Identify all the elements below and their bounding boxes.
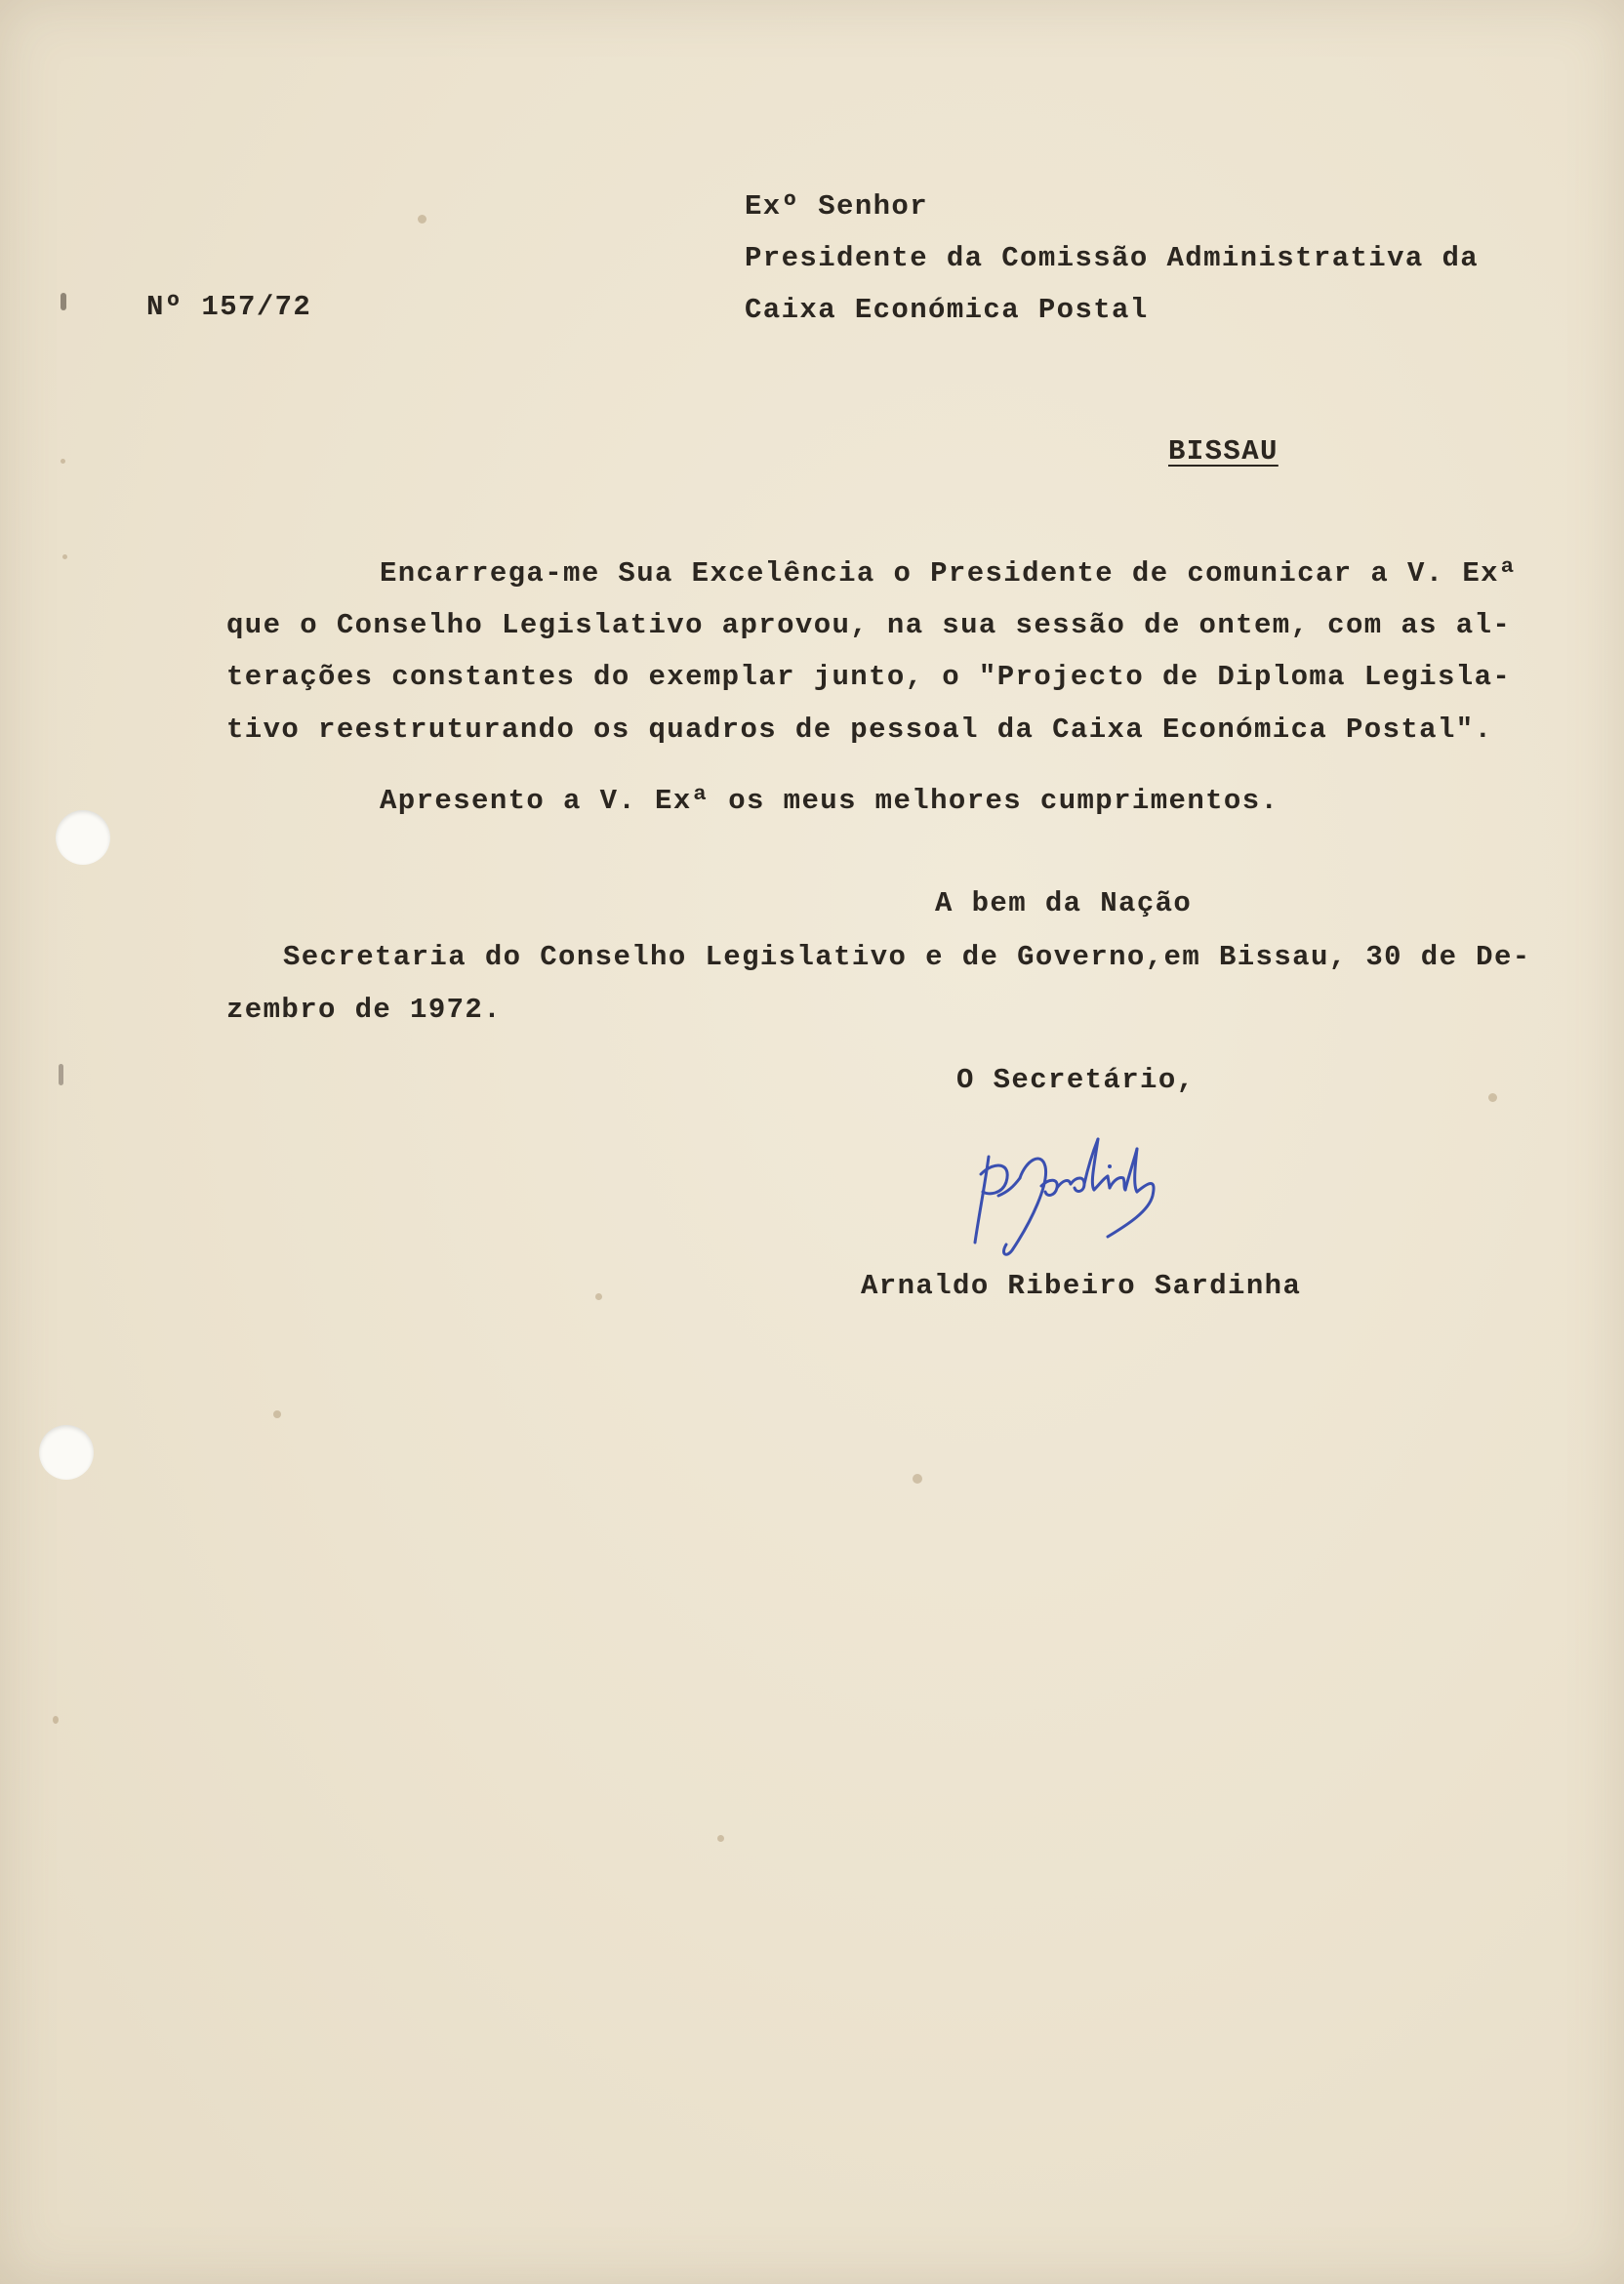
paper-speck <box>1488 1093 1497 1102</box>
paper-speck <box>595 1293 602 1300</box>
signer-name: Arnaldo Ribeiro Sardinha <box>861 1270 1302 1302</box>
paper-speck <box>913 1474 922 1484</box>
recipient-city: BISSAU <box>1168 435 1279 468</box>
closing-place-date-line-1: Secretaria do Conselho Legislativo e de Governo,em Bissau, 30 de De- <box>283 941 1531 973</box>
paper-speck <box>53 1716 59 1724</box>
punch-hole-top <box>56 810 110 865</box>
recipient-salutation: Exº Senhor <box>745 190 929 223</box>
paper-speck <box>717 1835 724 1842</box>
reference-number: Nº 157/72 <box>146 291 312 323</box>
recipient-title-line-2: Caixa Económica Postal <box>745 294 1149 326</box>
closing-place-date-line-2: zembro de 1972. <box>226 994 503 1026</box>
paper-speck <box>61 293 66 310</box>
paper-speck <box>59 1064 63 1085</box>
handwritten-signature <box>961 1127 1225 1264</box>
body-line-3: terações constantes do exemplar junto, o "Projecto de Diploma Legisla- <box>226 661 1512 693</box>
body-line-2: que o Conselho Legislativo aprovou, na sua sessão de ontem, com as al- <box>226 609 1512 641</box>
signer-role: O Secretário, <box>956 1064 1196 1096</box>
body-line-5: Apresento a V. Exª os meus melhores cumprimentos. <box>380 785 1279 817</box>
paper-speck <box>273 1410 281 1418</box>
body-line-1: Encarrega-me Sua Excelência o Presidente de comunicar a V. Exª <box>380 557 1518 590</box>
paper-speck <box>61 459 65 464</box>
body-line-4: tivo reestruturando os quadros de pessoal da Caixa Económica Postal". <box>226 714 1493 746</box>
punch-hole-bottom <box>39 1425 94 1480</box>
paper-speck <box>62 554 67 559</box>
recipient-title-line-1: Presidente da Comissão Administrativa da <box>745 242 1480 274</box>
paper-speck <box>418 215 426 224</box>
closing-formula: A bem da Nação <box>935 887 1193 919</box>
